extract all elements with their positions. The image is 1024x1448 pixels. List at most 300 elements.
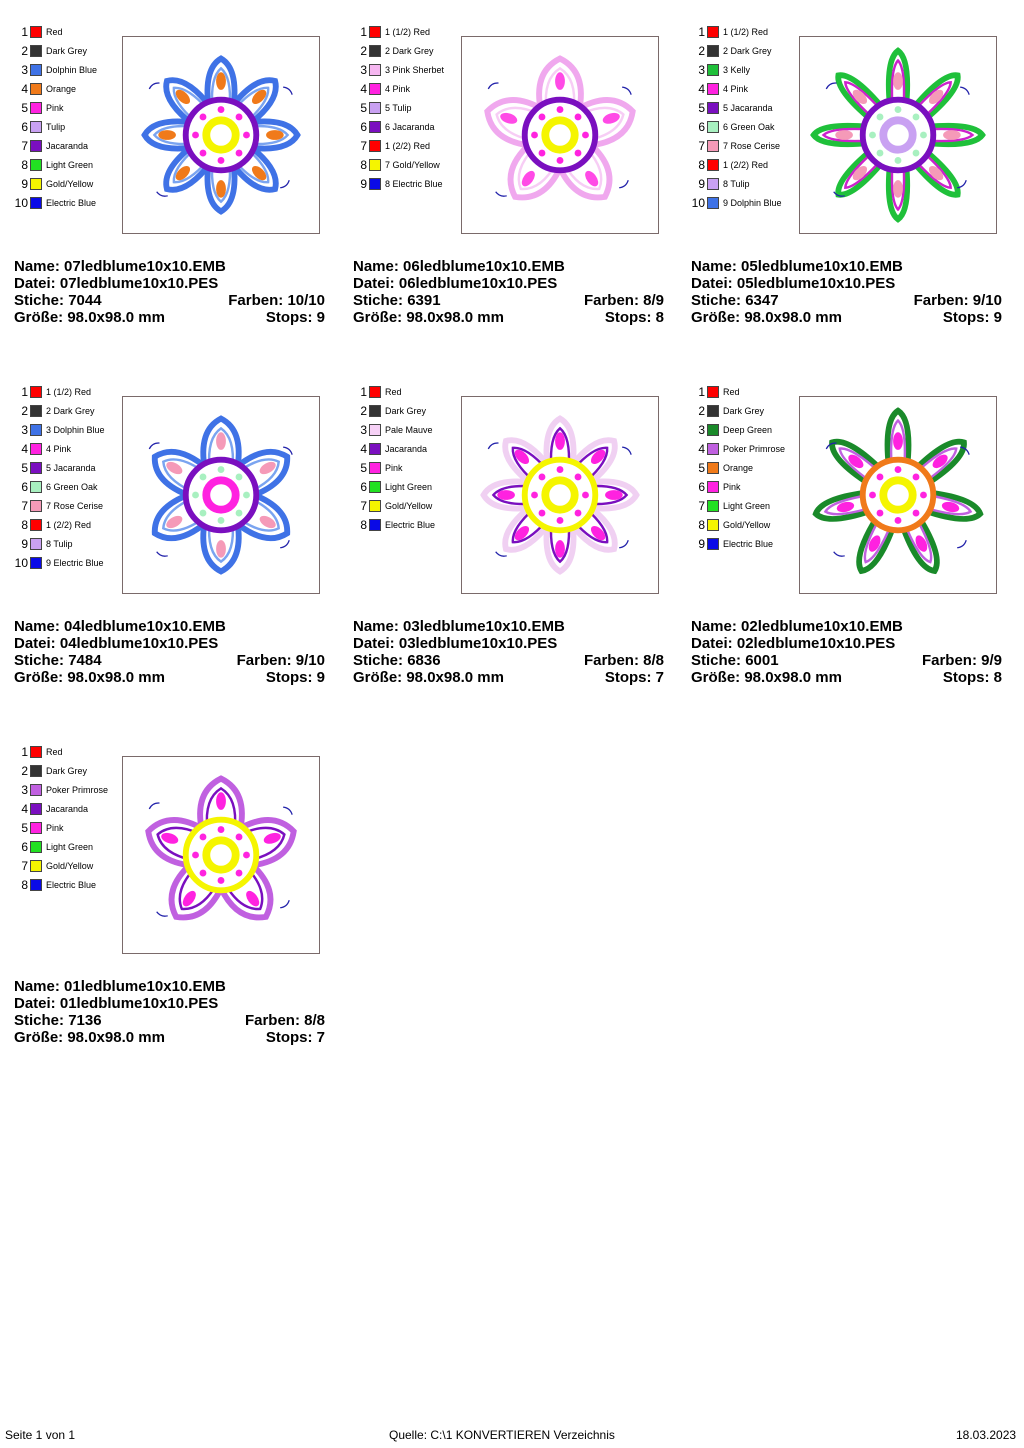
ring-dot — [200, 870, 207, 877]
design-preview — [799, 396, 997, 594]
color-row — [353, 460, 403, 475]
info-line — [691, 618, 1002, 635]
design-info — [353, 258, 664, 326]
stop-marker — [156, 912, 168, 918]
color-number: 4 — [21, 81, 28, 96]
color-swatch — [30, 462, 42, 474]
ring-dot — [192, 852, 199, 859]
color-row — [353, 81, 410, 96]
color-name: Poker Primrose — [46, 784, 109, 795]
info-line — [14, 978, 325, 995]
design-preview — [122, 36, 320, 234]
color-name: Dark Grey — [723, 405, 765, 416]
info-label: Stops: — [265, 669, 313, 686]
color-number: 7 — [360, 138, 367, 153]
color-row — [691, 517, 770, 532]
info-colors — [584, 292, 664, 309]
color-number: 6 — [698, 479, 705, 494]
info-value: 7 — [655, 669, 664, 686]
color-row — [353, 62, 444, 77]
info-name — [14, 258, 226, 275]
color-number: 3 — [698, 62, 705, 77]
color-number: 5 — [698, 100, 705, 115]
petal-accent — [158, 130, 176, 140]
stop-marker — [156, 192, 168, 198]
color-number: 7 — [360, 498, 367, 513]
color-swatch — [30, 140, 42, 152]
ring-dot — [895, 466, 902, 473]
info-stops — [943, 669, 1002, 686]
color-name: 7 Rose Cerise — [723, 140, 781, 151]
color-number: 6 — [21, 839, 28, 854]
color-swatch — [30, 784, 42, 796]
color-row — [691, 195, 782, 210]
color-row — [691, 138, 780, 153]
info-label: Datei: — [14, 995, 56, 1012]
color-swatch — [30, 803, 42, 815]
info-value: 06ledblume10x10.PES — [398, 275, 558, 292]
color-name: Dolphin Blue — [46, 64, 98, 75]
info-line — [14, 309, 325, 326]
info-value: 6001 — [745, 652, 779, 669]
info-value: 04ledblume10x10.PES — [59, 635, 219, 652]
ring-dot — [218, 877, 225, 884]
info-colors — [228, 292, 325, 309]
color-swatch — [30, 64, 42, 76]
color-swatch — [369, 178, 381, 190]
ring-dot — [243, 852, 250, 859]
color-swatch — [707, 102, 719, 114]
info-colors — [584, 652, 664, 669]
color-number: 9 — [698, 536, 705, 551]
petal-accent — [555, 432, 565, 450]
color-swatch — [30, 879, 42, 891]
petal-accent — [216, 432, 226, 450]
color-swatch — [369, 159, 381, 171]
info-line — [14, 669, 325, 686]
color-number: 2 — [698, 403, 705, 418]
ring-dot — [236, 150, 243, 157]
color-number: 4 — [360, 81, 367, 96]
color-number: 1 — [360, 24, 367, 39]
info-size — [691, 309, 842, 326]
design-card — [691, 384, 1011, 724]
info-value: 9/10 — [972, 292, 1002, 309]
color-number: 1 — [21, 384, 28, 399]
info-colors — [922, 652, 1002, 669]
color-row — [14, 839, 93, 854]
petal-accent — [943, 130, 961, 140]
info-value: 9 — [316, 669, 325, 686]
color-number: 2 — [21, 43, 28, 58]
info-name — [353, 258, 565, 275]
color-number: 3 — [21, 422, 28, 437]
ring-dot — [200, 150, 207, 157]
info-line — [14, 1012, 325, 1029]
info-value: 98.0x98.0 mm — [406, 309, 504, 326]
color-name: Electric Blue — [46, 879, 97, 890]
design-preview — [122, 396, 320, 594]
color-number: 8 — [360, 517, 367, 532]
color-name: Orange — [46, 83, 77, 94]
info-value: 05ledblume10x10.EMB — [741, 258, 903, 275]
info-stops — [266, 1029, 325, 1046]
stop-marker — [283, 806, 293, 815]
color-row — [14, 536, 73, 551]
info-label: Stiche: — [691, 292, 742, 309]
stop-marker — [283, 86, 293, 95]
color-name: Pale Mauve — [385, 424, 433, 435]
stop-marker — [960, 86, 970, 95]
info-line — [353, 635, 664, 652]
color-name: 4 Pink — [723, 83, 749, 94]
color-number: 5 — [21, 820, 28, 835]
color-name: 1 (2/2) Red — [723, 159, 769, 170]
color-number: 4 — [698, 81, 705, 96]
design-card — [14, 24, 334, 364]
info-value: 7 — [316, 1029, 325, 1046]
info-file — [14, 635, 218, 652]
color-number: 5 — [21, 100, 28, 115]
color-swatch — [707, 121, 719, 133]
color-number: 6 — [21, 479, 28, 494]
design-info — [14, 978, 325, 1046]
color-name: 6 Green Oak — [723, 121, 775, 132]
color-row — [691, 62, 750, 77]
ring-dot — [236, 510, 243, 517]
design-info — [691, 258, 1002, 326]
petal-accent — [216, 540, 226, 558]
color-row — [14, 176, 93, 191]
color-swatch — [707, 197, 719, 209]
color-name: 1 (2/2) Red — [385, 140, 431, 151]
color-row — [353, 384, 402, 399]
ring-dot — [557, 466, 564, 473]
color-number: 9 — [21, 536, 28, 551]
color-name: Light Green — [385, 481, 433, 492]
flower-illustration — [800, 37, 996, 233]
info-stitches — [14, 652, 102, 669]
info-label: Größe: — [691, 669, 741, 686]
color-name: Light Green — [46, 159, 94, 170]
ring-dot — [192, 132, 199, 139]
color-row — [691, 24, 768, 39]
info-value: 98.0x98.0 mm — [67, 1029, 165, 1046]
info-stops — [943, 309, 1002, 326]
info-value: 6391 — [407, 292, 441, 309]
color-name: 7 Rose Cerise — [46, 500, 104, 511]
color-number: 6 — [698, 119, 705, 134]
color-swatch — [707, 500, 719, 512]
color-name: 8 Tulip — [723, 178, 750, 189]
info-value: 03ledblume10x10.EMB — [403, 618, 565, 635]
color-swatch — [707, 26, 719, 38]
color-swatch — [369, 45, 381, 57]
info-value: 9 — [993, 309, 1002, 326]
color-swatch — [369, 481, 381, 493]
design-info — [14, 258, 325, 326]
color-number: 7 — [21, 138, 28, 153]
info-line — [691, 292, 1002, 309]
info-line — [353, 292, 664, 309]
info-line — [353, 275, 664, 292]
info-name — [14, 618, 226, 635]
info-label: Farben: — [236, 652, 292, 669]
ring-dot — [557, 157, 564, 164]
info-line — [14, 292, 325, 309]
ring-dot — [895, 157, 902, 164]
ring-dot — [582, 132, 589, 139]
petal-accent — [555, 72, 565, 90]
color-row — [353, 100, 412, 115]
color-number: 10 — [14, 195, 28, 210]
design-card — [14, 384, 334, 724]
stop-marker — [825, 81, 836, 89]
info-value: 10/10 — [287, 292, 325, 309]
color-row — [691, 441, 785, 456]
design-info — [353, 618, 664, 686]
info-label: Stops: — [604, 309, 652, 326]
color-name: Tulip — [46, 121, 66, 132]
stop-marker — [957, 540, 967, 549]
info-label: Farben: — [913, 292, 969, 309]
info-label: Größe: — [14, 1029, 64, 1046]
color-swatch — [30, 26, 42, 38]
petal-accent — [216, 180, 226, 198]
color-swatch — [707, 159, 719, 171]
color-name: 8 Electric Blue — [385, 178, 443, 189]
color-name: 3 Kelly — [723, 64, 751, 75]
stop-marker — [280, 540, 290, 549]
color-swatch — [707, 481, 719, 493]
color-swatch — [369, 140, 381, 152]
ring-dot — [243, 492, 250, 499]
color-number: 6 — [360, 479, 367, 494]
info-label: Name: — [691, 618, 737, 635]
color-row — [691, 403, 764, 418]
color-number: 3 — [360, 62, 367, 77]
color-swatch — [707, 83, 719, 95]
color-number: 7 — [21, 498, 28, 513]
info-value: 8/8 — [643, 652, 664, 669]
stop-marker — [148, 801, 159, 809]
color-row — [14, 801, 88, 816]
info-value: 01ledblume10x10.PES — [59, 995, 219, 1012]
color-swatch — [30, 841, 42, 853]
color-row — [353, 479, 432, 494]
color-swatch — [369, 64, 381, 76]
color-name: Pink — [46, 822, 64, 833]
color-name: 4 Pink — [385, 83, 411, 94]
info-label: Stiche: — [353, 292, 404, 309]
color-name: Dark Grey — [46, 765, 88, 776]
color-name: Electric Blue — [385, 519, 436, 530]
info-label: Name: — [14, 258, 60, 275]
color-row — [353, 119, 435, 134]
design-card — [14, 744, 334, 1084]
color-swatch — [707, 443, 719, 455]
info-value: 02ledblume10x10.EMB — [741, 618, 903, 635]
color-swatch — [30, 121, 42, 133]
info-value: 98.0x98.0 mm — [744, 669, 842, 686]
design-preview — [461, 396, 659, 594]
color-number: 9 — [21, 176, 28, 191]
color-name: Red — [385, 386, 402, 397]
info-label: Datei: — [14, 635, 56, 652]
ring-dot — [218, 826, 225, 833]
color-swatch — [30, 557, 42, 569]
stop-marker — [487, 81, 498, 89]
info-value: 7044 — [68, 292, 102, 309]
color-row — [353, 43, 434, 58]
info-label: Farben: — [921, 652, 977, 669]
color-name: Poker Primrose — [723, 443, 786, 454]
color-number: 7 — [698, 498, 705, 513]
ring-dot — [218, 466, 225, 473]
color-swatch — [369, 500, 381, 512]
color-name: Electric Blue — [46, 197, 97, 208]
color-row — [14, 62, 97, 77]
info-line — [691, 652, 1002, 669]
info-line — [691, 275, 1002, 292]
color-name: Dark Grey — [385, 405, 427, 416]
ring-dot — [218, 157, 225, 164]
color-swatch — [30, 443, 42, 455]
color-name: Orange — [723, 462, 754, 473]
stop-marker — [622, 86, 632, 95]
color-number: 2 — [698, 43, 705, 58]
info-file — [14, 275, 218, 292]
color-row — [14, 782, 108, 797]
info-label: Größe: — [691, 309, 741, 326]
color-swatch — [369, 405, 381, 417]
info-label: Größe: — [14, 309, 64, 326]
ring-dot — [920, 492, 927, 499]
info-label: Stops: — [265, 309, 313, 326]
ring-dot — [920, 132, 927, 139]
color-name: 8 Tulip — [46, 538, 73, 549]
color-number: 6 — [360, 119, 367, 134]
color-row — [353, 157, 440, 172]
color-swatch — [707, 140, 719, 152]
ring-dot — [877, 150, 884, 157]
info-value: 7136 — [68, 1012, 102, 1029]
color-number: 1 — [21, 744, 28, 759]
color-row — [14, 517, 91, 532]
info-value: 9/9 — [981, 652, 1002, 669]
ring-dot — [575, 474, 582, 481]
color-swatch — [30, 45, 42, 57]
color-number: 3 — [698, 422, 705, 437]
info-line — [14, 618, 325, 635]
info-stitches — [14, 292, 102, 309]
info-label: Name: — [353, 618, 399, 635]
info-size — [14, 669, 165, 686]
info-line — [691, 309, 1002, 326]
color-row — [14, 100, 64, 115]
color-row — [691, 43, 772, 58]
color-swatch — [30, 386, 42, 398]
color-name: Deep Green — [723, 424, 773, 435]
ring-dot — [200, 114, 207, 121]
color-number: 5 — [360, 460, 367, 475]
color-swatch — [707, 462, 719, 474]
color-swatch — [30, 405, 42, 417]
info-label: Name: — [353, 258, 399, 275]
color-number: 10 — [14, 555, 28, 570]
color-name: Jacaranda — [46, 140, 89, 151]
color-number: 5 — [698, 460, 705, 475]
info-label: Datei: — [353, 275, 395, 292]
color-row — [14, 195, 96, 210]
color-name: 7 Gold/Yellow — [385, 159, 440, 170]
color-name: Red — [46, 26, 63, 37]
info-stitches — [691, 652, 779, 669]
color-swatch — [30, 178, 42, 190]
info-line — [14, 635, 325, 652]
info-label: Datei: — [691, 635, 733, 652]
color-number: 4 — [21, 441, 28, 456]
ring-dot — [218, 106, 225, 113]
info-name — [691, 258, 903, 275]
ring-dot — [913, 474, 920, 481]
color-row — [691, 498, 770, 513]
info-line — [691, 669, 1002, 686]
info-label: Farben: — [583, 652, 639, 669]
color-name: 6 Jacaranda — [385, 121, 435, 132]
info-stops — [605, 309, 664, 326]
stop-marker — [495, 552, 507, 558]
petal-accent — [893, 72, 903, 90]
ring-dot — [200, 834, 207, 841]
info-file — [14, 995, 218, 1012]
color-number: 8 — [698, 157, 705, 172]
flower-illustration — [123, 397, 319, 593]
info-value: 01ledblume10x10.EMB — [64, 978, 226, 995]
info-size — [14, 1029, 165, 1046]
flower-illustration — [462, 397, 658, 593]
color-swatch — [30, 83, 42, 95]
info-label: Stiche: — [691, 652, 742, 669]
color-row — [14, 479, 98, 494]
info-label: Stops: — [942, 309, 990, 326]
color-swatch — [707, 405, 719, 417]
info-value: 7484 — [68, 652, 102, 669]
info-label: Name: — [691, 258, 737, 275]
design-preview — [122, 756, 320, 954]
color-row — [14, 81, 76, 96]
info-colors — [914, 292, 1002, 309]
color-name: 6 Green Oak — [46, 481, 98, 492]
info-line — [691, 635, 1002, 652]
color-name: 2 Dark Grey — [46, 405, 95, 416]
info-value: 04ledblume10x10.EMB — [64, 618, 226, 635]
color-number: 8 — [360, 157, 367, 172]
ring-dot — [895, 106, 902, 113]
color-name: 2 Dark Grey — [385, 45, 434, 56]
color-row — [353, 441, 427, 456]
stop-marker — [495, 192, 507, 198]
color-name: Red — [723, 386, 740, 397]
color-number: 2 — [360, 43, 367, 58]
ring-dot — [575, 114, 582, 121]
info-line — [14, 1029, 325, 1046]
color-name: Pink — [385, 462, 403, 473]
color-number: 9 — [698, 176, 705, 191]
info-file — [353, 635, 557, 652]
info-value: 98.0x98.0 mm — [67, 309, 165, 326]
ring-dot — [243, 132, 250, 139]
